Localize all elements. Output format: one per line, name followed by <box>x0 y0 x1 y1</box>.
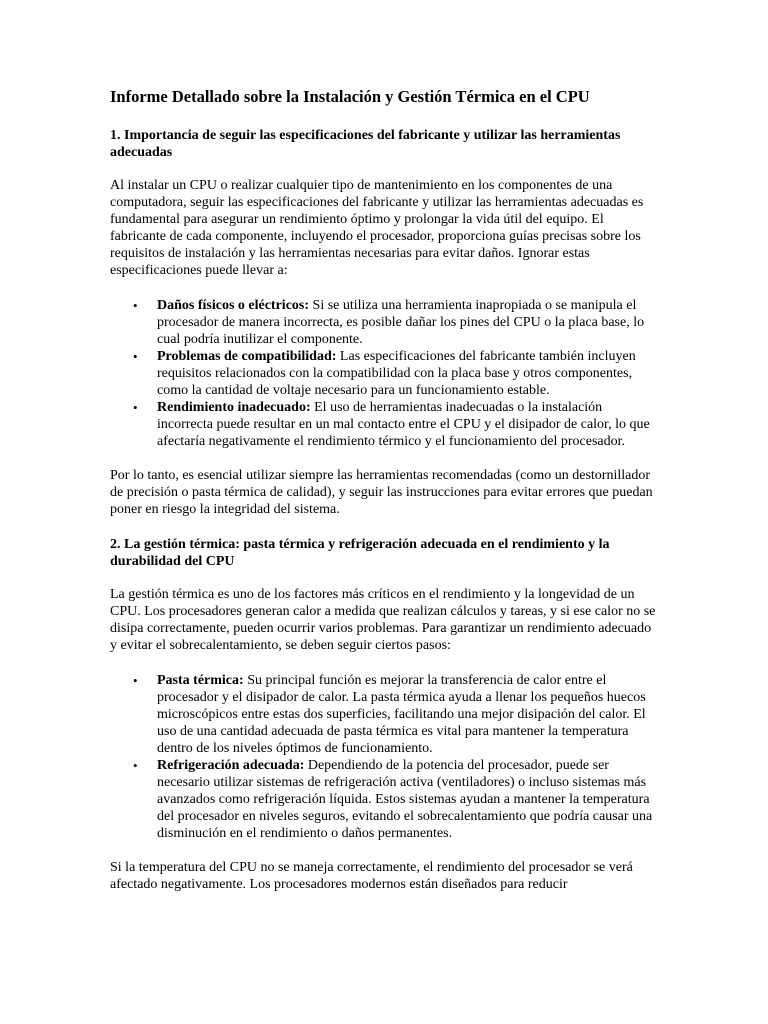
bullet-list <box>110 297 658 450</box>
bullet-text: Si se utiliza una herramienta inapropiada o se manipula el procesador de manera incorrecta, es posible dañar los pines del CPU o la placa base, lo cual podría inutilizar el componente. <box>157 298 645 347</box>
list-item <box>133 297 658 348</box>
list-item <box>133 348 658 399</box>
bullet-icon: • <box>133 298 138 313</box>
bullet-term: Rendimiento inadecuado: <box>157 400 311 415</box>
bullet-term: Problemas de compatibilidad: <box>157 349 337 364</box>
section-heading: 2. La gestión térmica: pasta térmica y refrigeración adecuada en el rendimiento y la durabilidad del CPU <box>110 537 610 569</box>
list-item <box>133 399 658 450</box>
bullet-icon: • <box>133 673 138 688</box>
section-intro-paragraph: La gestión térmica es uno de los factores más críticos en el rendimiento y la longevidad de un CPU. Los procesadores generan calor a medida que realizan cálculos y tareas, y si ese calor no se disipa correctamente, pueden ocurrir varios problemas. Para garantizar un rendimiento adecuado y evitar el sobrecalentamiento, se deben seguir ciertos pasos: <box>110 587 656 653</box>
document-page <box>110 87 658 911</box>
section-1 <box>110 127 658 518</box>
bullet-term: Refrigeración adecuada: <box>157 758 305 773</box>
list-item <box>133 672 658 757</box>
bullet-text: El uso de herramientas inadecuadas o la instalación incorrecta puede resultar en un mal contacto entre el CPU y el disipador de calor, lo que afectaría negativamente el rendimiento térmico y el funcionamiento del procesador. <box>157 400 650 449</box>
bullet-icon: • <box>133 349 138 364</box>
bullet-term: Pasta térmica: <box>157 673 244 688</box>
bullet-text: Las especificaciones del fabricante también incluyen requisitos relacionados con la compatibilidad con la placa base y otros componentes, como la cantidad de voltaje necesario para un funcionamiento estable. <box>157 349 636 398</box>
bullet-icon: • <box>133 758 138 773</box>
section-2 <box>110 536 658 893</box>
bullet-list <box>110 672 658 842</box>
section-closing-paragraph: Por lo tanto, es esencial utilizar siempre las herramientas recomendadas (como un destornillador de precisión o pasta térmica de calidad), y seguir las instrucciones para evitar errores que puedan poner en riesgo la integridad del sistema. <box>110 468 653 517</box>
list-item <box>133 757 658 842</box>
bullet-text: Su principal función es mejorar la transferencia de calor entre el procesador y el disipador de calor. La pasta térmica ayuda a llenar los pequeños huecos microscópicos entre estas dos superficies, facilitando una mejor disipación del calor. El uso de una cantidad adecuada de pasta térmica es vital para mantener la temperatura dentro de los niveles óptimos de funcionamiento. <box>157 673 646 756</box>
section-heading: 1. Importancia de seguir las especificaciones del fabricante y utilizar las herramientas adecuadas <box>110 128 621 160</box>
document-title: Informe Detallado sobre la Instalación y Gestión Térmica en el CPU <box>110 87 590 106</box>
section-intro-paragraph: Al instalar un CPU o realizar cualquier tipo de mantenimiento en los componentes de una computadora, seguir las especificaciones del fabricante y utilizar las herramientas adecuadas es fundamental para asegurar un rendimiento óptimo y prolongar la vida útil del equipo. El fabricante de cada componente, incluyendo el procesador, proporciona guías precisas sobre los requisitos de instalación y las herramientas necesarias para evitar daños. Ignorar estas especificaciones puede llevar a: <box>110 178 644 278</box>
bullet-icon: • <box>133 400 138 415</box>
bullet-term: Daños físicos o eléctricos: <box>157 298 310 313</box>
section-closing-paragraph: Si la temperatura del CPU no se maneja correctamente, el rendimiento del procesador se verá afectado negativamente. Los procesadores modernos están diseñados para reducir <box>110 860 633 892</box>
bullet-text: Dependiendo de la potencia del procesador, puede ser necesario utilizar sistemas de refrigeración activa (ventiladores) o incluso sistemas más avanzados como refrigeración líquida. Estos sistemas ayudan a mantener la temperatura del procesador en niveles seguros, evitando el sobrecalentamiento que podría causar una disminución en el rendimiento o daños permanentes. <box>157 758 653 841</box>
